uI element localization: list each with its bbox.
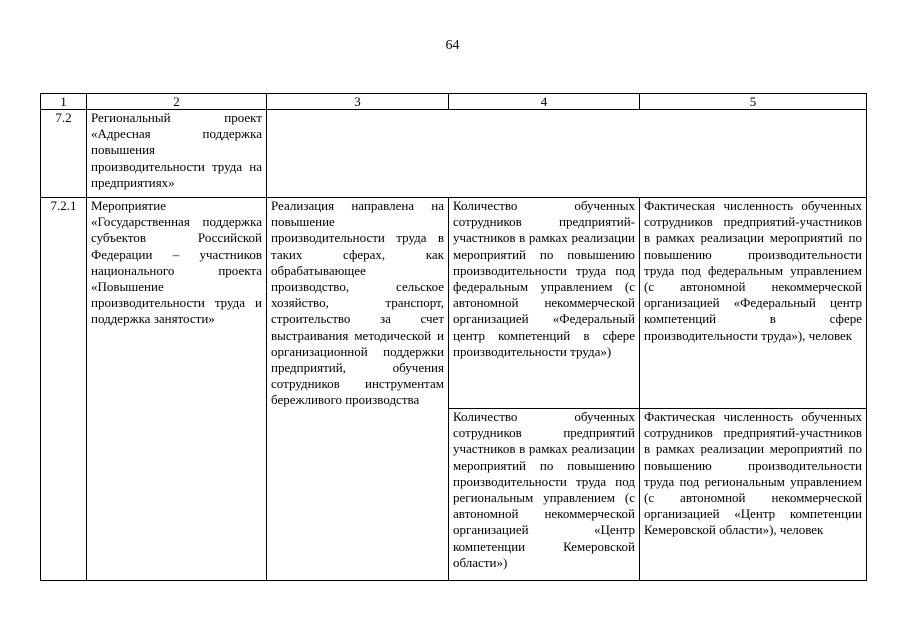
table-row-7-2 (41, 110, 867, 198)
empty-merged-cell (267, 110, 867, 198)
header-cell-1: 1 (41, 94, 87, 110)
header-cell-3: 3 (267, 94, 449, 110)
result-federal: Фактическая численность обученных сотрудников предприятий-участников в рамках реализации мероприятий по повышению производительности труда под федеральным управлением (с автономной некоммерческой организацией «Федеральный центр компетенций в сфере производительности труда»), человек (640, 198, 867, 409)
table-row-7-2-1-a (41, 198, 867, 409)
indicator-federal: Количество обученных сотрудников предприятий-участников в рамках реализации мероприятий по повышению производительности труда под федеральным управлением (с автономной некоммерческой организацией «Федеральный центр компетенций в сфере производительности труда») (449, 198, 640, 409)
measures-table (40, 93, 867, 581)
header-cell-2: 2 (87, 94, 267, 110)
project-name: Региональный проект «Адресная поддержка повышения производительности труда на предприятиях» (87, 110, 267, 198)
header-cell-4: 4 (449, 94, 640, 110)
indicator-regional: Количество обученных сотрудников предприятий участников в рамках реализации мероприятий по повышению производительности труда под региональным управлением (с автономной некоммерческой организацией «Центр компетенции Кемеровской области») (449, 409, 640, 581)
result-regional: Фактическая численность обученных сотрудников предприятий-участников в рамках реализации мероприятий по повышению производительности труда под региональным управлением (с автономной некоммерческой организацией «Центр компетенции Кемеровской области»), человек (640, 409, 867, 581)
table-header-row (41, 94, 867, 110)
measure-description: Реализация направлена на повышение производительности труда в таких сферах, как обрабатывающее производство, сельское хозяйство, транспорт, строительство за счет выстраивания методической и организационной поддержки предприятий, обучения сотрудников инструментам бережливого производства (267, 198, 449, 581)
page-number: 64 (445, 38, 460, 53)
row-number: 7.2 (41, 110, 87, 198)
row-number: 7.2.1 (41, 198, 87, 581)
measure-name: Мероприятие «Государственная поддержка субъектов Российской Федерации – участников национального проекта «Повышение производительности труда и поддержка занятости» (87, 198, 267, 581)
header-cell-5: 5 (640, 94, 867, 110)
